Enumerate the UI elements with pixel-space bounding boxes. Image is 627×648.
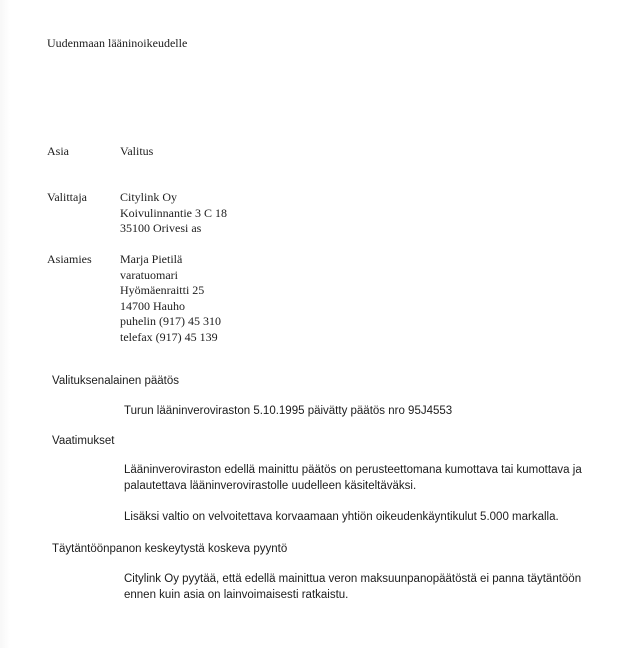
valittaja-line: Citylink Oy [120, 190, 178, 204]
asiamies-line: Marja Pietilä [120, 252, 183, 266]
keskeytys-heading: Täytäntöönpanon keskeytystä koskeva pyyntö [52, 543, 288, 555]
valittaja-address [120, 190, 227, 237]
asiamies-line: puhelin (917) 45 310 [120, 314, 221, 328]
asiamies-line: varatuomari [120, 267, 178, 282]
asiamies-line: 14700 Hauho [120, 298, 185, 313]
asiamies-contact [120, 252, 221, 345]
asiamies-line: telefax (917) 45 139 [120, 329, 218, 344]
keskeytys-paragraph [124, 572, 581, 603]
paatos-text: Turun lääninverov​iraston 5.10.1995 päivätty päätös nro 95J4553 [124, 405, 453, 417]
asiamies-label: Asiamies [47, 252, 92, 266]
valittaja-line: Koivulinnantie 3 C 18 [120, 205, 227, 220]
paragraph-line: palautettava lääninverov​irastolle uudelleen käsiteltäväksi. [124, 479, 417, 492]
asia-value: Valitus [120, 144, 154, 158]
paragraph-line: Citylink Oy pyytää, että edellä mainittua veron maksuunpanopäätöstä ei panna täytäntöön [124, 573, 582, 585]
scan-edge-shadow [0, 0, 10, 648]
paragraph-line: ennen kuin asia on lainvoimaisesti ratkaistu. [124, 588, 349, 601]
valittaja-label: Valittaja [47, 190, 87, 204]
vaatimukset-heading: Vaatimukset [52, 435, 115, 447]
vaatimukset-paragraph-1 [124, 463, 582, 494]
valittaja-line: 35100 Orivesi as [120, 221, 202, 235]
paragraph-line: Lääninverov​iraston edellä mainittu päätös on perusteettomana kumottava tai kumottava ja [124, 464, 582, 476]
asiamies-line: Hyömäenraitti 25 [120, 283, 205, 297]
asia-label: Asia [47, 144, 69, 158]
paatos-heading: Valituksenalainen päätös [52, 375, 180, 387]
vaatimukset-paragraph-2: Lisäksi valtio on velvoitettava korvaamaan yhtiön oikeudenkäyntikulut 5.000 markalla. [124, 511, 559, 523]
recipient-line: Uudenmaan lääninoikeudelle [47, 36, 188, 50]
